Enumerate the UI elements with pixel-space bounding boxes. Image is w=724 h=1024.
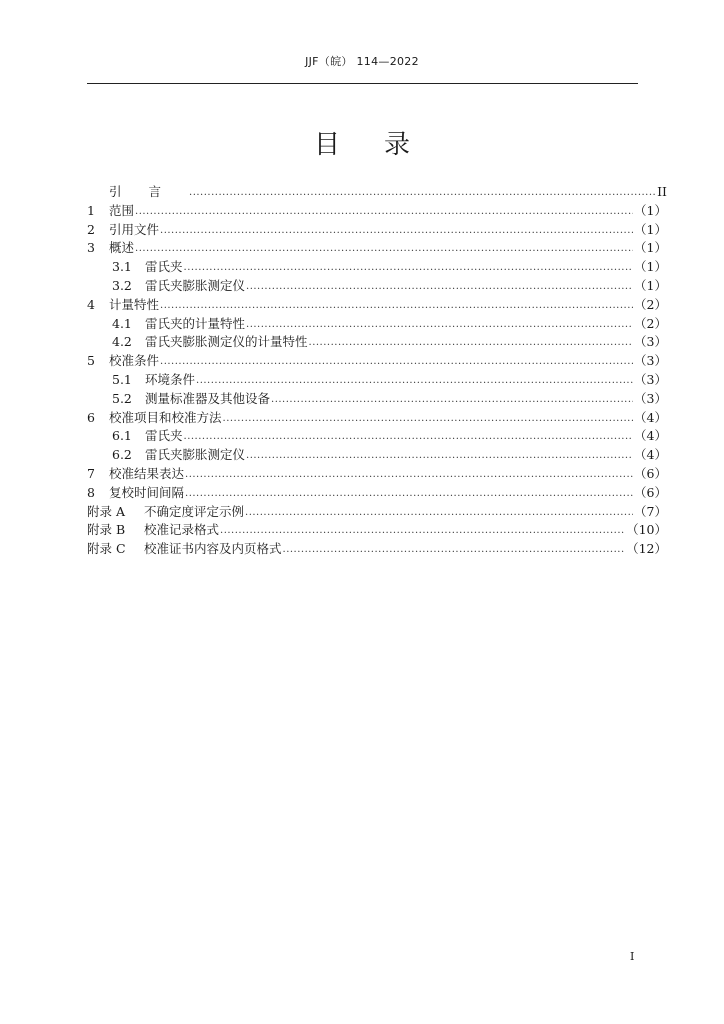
toc-entry-page: （6） [634, 484, 667, 500]
page-title: 目录 [313, 130, 454, 160]
toc-entry-page: （2） [634, 296, 667, 312]
toc-entry-page: （1） [634, 240, 667, 256]
toc-entry-number: 7 [87, 465, 95, 481]
toc-dot-leader [245, 503, 633, 518]
toc-entry[interactable] [87, 520, 667, 539]
toc-dot-leader [160, 352, 633, 367]
toc-entry[interactable] [87, 351, 667, 370]
toc-entry[interactable] [87, 502, 667, 521]
toc-entry-number: 3.1 [112, 259, 132, 275]
toc-entry-title: 概述 [109, 240, 135, 256]
toc-entry-title: 计量特性 [109, 296, 160, 312]
toc-entry[interactable] [87, 332, 667, 351]
toc-entry-number: 2 [87, 221, 95, 237]
toc-entry[interactable] [87, 314, 667, 333]
toc-entry-title: 校准条件 [109, 353, 160, 369]
toc-entry-title: 引用文件 [109, 221, 160, 237]
toc-dot-leader [246, 277, 633, 292]
toc-dot-leader [196, 371, 633, 386]
toc-entry-page: （1） [634, 277, 667, 293]
toc-entry-number: 附录 B [87, 522, 126, 538]
toc-dot-leader [160, 221, 633, 236]
toc-entry-page: II [657, 184, 667, 199]
toc-dot-leader [223, 409, 634, 424]
toc-entry-number: 6 [87, 409, 95, 425]
toc-entry[interactable] [87, 370, 667, 389]
toc-entry[interactable] [87, 464, 667, 483]
toc-entry-number: 5.1 [112, 371, 132, 387]
toc-entry-page: （10） [626, 522, 667, 538]
toc-dot-leader [184, 427, 634, 442]
toc-entry-title: 雷氏夹膨胀测定仪 [145, 447, 246, 463]
toc-entry[interactable] [87, 539, 667, 558]
toc-entry-title: 雷氏夹 [145, 259, 183, 275]
toc-entry[interactable] [87, 276, 667, 295]
toc-entry-title: 环境条件 [145, 371, 196, 387]
toc-entry-number: 5.2 [112, 390, 132, 406]
toc-dot-leader [271, 390, 633, 405]
toc-entry-number: 附录 A [87, 503, 126, 519]
page-number: I [630, 950, 635, 963]
toc-entry-title: 校准项目和校准方法 [109, 409, 222, 425]
toc-entry-page: （12） [626, 541, 667, 557]
toc-entry-title: 校准记录格式 [144, 522, 220, 538]
toc-dot-leader [246, 315, 633, 330]
toc-entry[interactable] [87, 201, 667, 220]
toc-entry-title: 雷氏夹 [145, 428, 183, 444]
toc-entry-number: 6.1 [112, 428, 132, 444]
table-of-contents [87, 182, 667, 558]
toc-entry-page: （2） [634, 315, 667, 331]
toc-dot-leader [185, 484, 633, 499]
toc-entry-number: 4.2 [112, 334, 132, 350]
toc-entry[interactable] [87, 257, 667, 276]
toc-entry-title: 雷氏夹的计量特性 [145, 315, 246, 331]
toc-entry-title: 引言 [109, 184, 189, 199]
toc-entry[interactable] [87, 295, 667, 314]
toc-dot-leader [220, 521, 625, 536]
toc-entry-page: （3） [634, 334, 667, 350]
toc-dot-leader [283, 540, 626, 555]
toc-dot-leader [246, 446, 633, 461]
toc-entry[interactable] [87, 220, 667, 239]
toc-entry-page: （4） [634, 447, 667, 463]
toc-entry-number: 5 [87, 353, 95, 369]
toc-entry-title: 校准证书内容及内页格式 [144, 541, 282, 557]
toc-entry-title: 测量标准器及其他设备 [145, 390, 271, 406]
toc-entry-number: 3.2 [112, 277, 132, 293]
toc-entry-page: （3） [634, 390, 667, 406]
toc-dot-leader [185, 465, 633, 480]
toc-entry-title: 校准结果表达 [109, 465, 185, 481]
toc-dot-leader [135, 239, 633, 254]
toc-entry-page: （4） [634, 428, 667, 444]
toc-entry-number: 6.2 [112, 447, 132, 463]
toc-entry-page: （4） [634, 409, 667, 425]
toc-entry-number: 附录 C [87, 541, 126, 557]
toc-entry-number: 1 [87, 202, 95, 218]
toc-dot-leader [184, 258, 634, 273]
toc-entry-title: 雷氏夹膨胀测定仪的计量特性 [145, 334, 308, 350]
toc-entry[interactable] [87, 238, 667, 257]
toc-entry[interactable] [87, 483, 667, 502]
toc-dot-leader [189, 183, 656, 198]
toc-entry-page: （3） [634, 371, 667, 387]
toc-entry-title: 复校时间间隔 [109, 484, 185, 500]
toc-entry-page: （3） [634, 353, 667, 369]
toc-entry-title: 不确定度评定示例 [144, 503, 245, 519]
toc-entry[interactable] [87, 445, 667, 464]
toc-entry[interactable] [87, 389, 667, 408]
toc-entry-page: （1） [634, 202, 667, 218]
toc-entry-page: （1） [634, 221, 667, 237]
toc-entry-number: 4 [87, 296, 95, 312]
document-code-header: JJF（皖） 114—2022 [305, 55, 419, 68]
toc-dot-leader [160, 296, 633, 311]
toc-entry[interactable] [87, 408, 667, 427]
toc-dot-leader [309, 333, 634, 348]
toc-entry-page: （6） [634, 465, 667, 481]
toc-entry[interactable] [87, 426, 667, 445]
toc-entry-number: 3 [87, 240, 95, 256]
toc-entry-number: 4.1 [112, 315, 132, 331]
toc-entry-page: （1） [634, 259, 667, 275]
toc-dot-leader [135, 202, 633, 217]
header-rule [87, 83, 638, 84]
toc-entry-page: （7） [634, 503, 667, 519]
toc-entry-number: 8 [87, 484, 95, 500]
toc-entry-title: 范围 [109, 202, 135, 218]
toc-entry[interactable] [87, 182, 667, 201]
toc-entry-title: 雷氏夹膨胀测定仪 [145, 277, 246, 293]
